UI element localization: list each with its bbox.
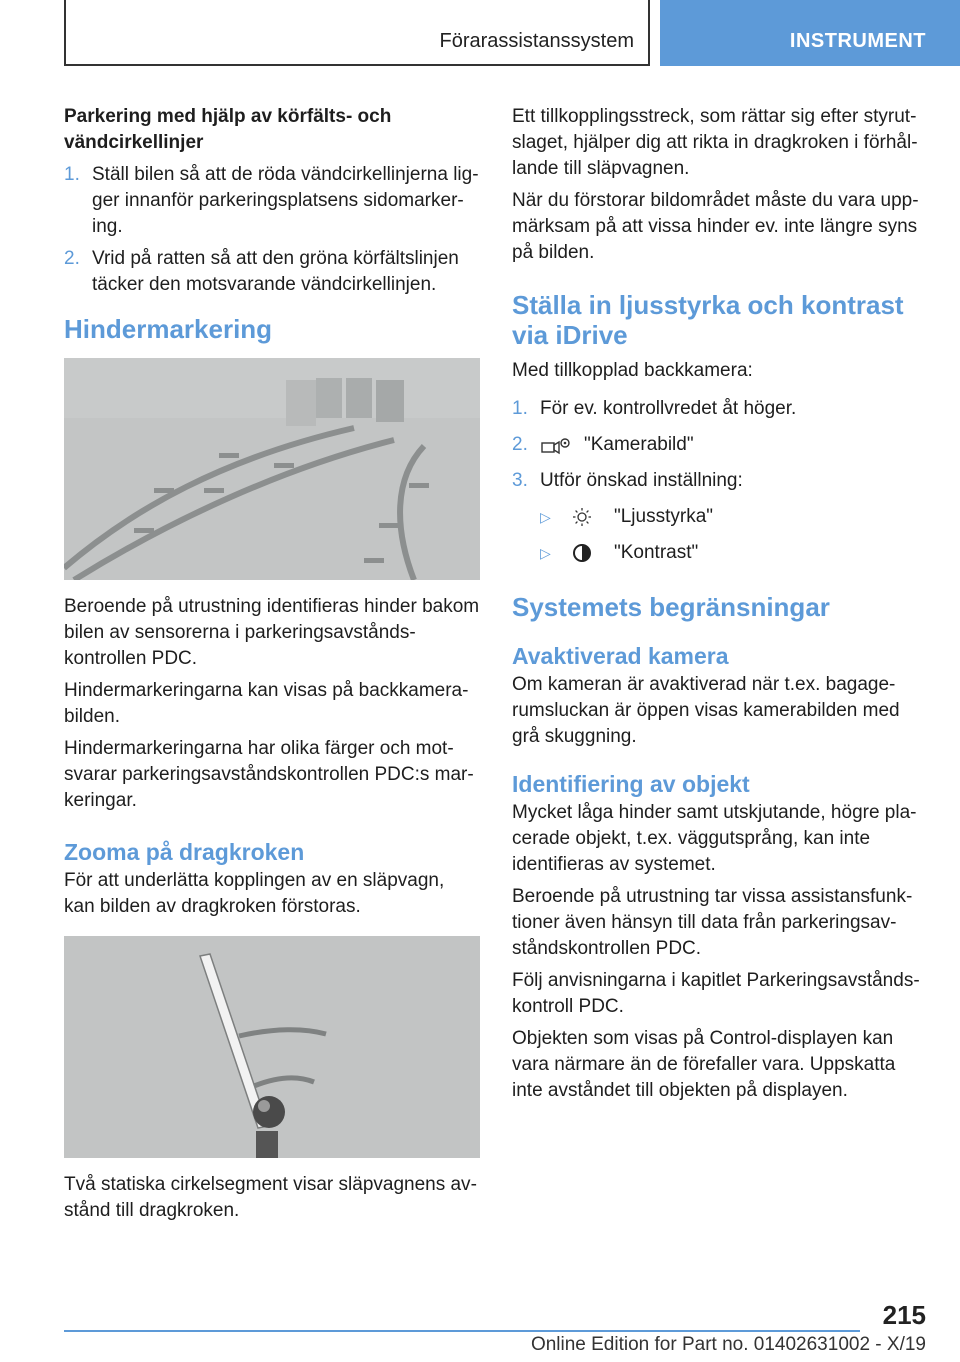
step-text: Ställ bilen så att de röda vändcirkellinjerna ligger innanför parkeringsplatsens sidomarkering. <box>92 164 479 237</box>
brightness-steps-list <box>512 396 926 494</box>
intro-paragraph: När du förstorar bildområdet måste du vara uppmärksam på att vissa hinder ev. inte längre syns på bilden. <box>512 190 919 263</box>
parking-steps-list <box>64 162 480 298</box>
step-number: 1. <box>64 164 80 185</box>
header-section-title: Förarassistanssystem <box>439 30 634 52</box>
header-chapter-tab <box>660 0 960 66</box>
footer-edition: Online Edition for Part no. 01402631002 - X/19 <box>530 1334 926 1355</box>
step-text: För ev. kontrollvredet åt höger. <box>540 398 797 419</box>
list-item <box>512 468 926 494</box>
camera-off-paragraph: Om kameran är avaktiverad när t.ex. bagagerumsluckan är öppen visas kamerabilden med grå skuggning. <box>512 674 900 747</box>
list-item <box>512 396 926 422</box>
tow-hitch-caption: Två statiska cirkelsegment visar släpvagnens avstånd till dragkroken. <box>64 1174 477 1221</box>
list-item <box>512 432 926 458</box>
step-text: Utför önskad inställning: <box>540 470 743 491</box>
heading-zoom-hitch: Zooma på dragkroken <box>64 839 305 865</box>
step-text: Vrid på ratten så att den gröna körfältslinjen täcker den motsvarande vändcirkellinjen. <box>92 248 459 295</box>
identify-paragraph: Objekten som visas på Control-displayen kan vara närmare än de förefaller vara. Uppskatta inte avståndet till objekten på displayen. <box>512 1028 896 1101</box>
list-item <box>64 162 480 240</box>
option-text: "Kontrast" <box>614 542 699 563</box>
left-column <box>64 104 480 1230</box>
footer-divider <box>64 1330 860 1332</box>
brightness-intro: Med tillkopplad backkamera: <box>512 360 753 381</box>
heading-object-identification: Identifiering av objekt <box>512 771 750 797</box>
zoom-paragraph: För att underlätta kopplingen av en släpvagn, kan bilden av dragkroken förstoras. <box>64 870 445 917</box>
header-section-tab <box>64 0 650 66</box>
heading-camera-deactivated: Avaktiverad kamera <box>512 643 729 669</box>
settings-options-list <box>540 504 926 566</box>
step-number: 2. <box>64 248 80 269</box>
subheading-parking-lines: Parkering med hjälp av körfälts- och vändcirkellinjer <box>64 106 392 153</box>
heading-system-limits: Systemets begränsningar <box>512 592 830 622</box>
obstacle-paragraph: Hindermarkeringarna kan visas på backkamerabilden. <box>64 680 469 727</box>
heading-obstacle-marking: Hindermarkering <box>64 314 273 344</box>
camera-settings-icon <box>540 434 574 456</box>
step-number: 1. <box>512 398 528 419</box>
list-item <box>540 540 926 566</box>
obstacle-paragraph: Beroende på utrustning identifieras hinder bakom bilen av sensorerna i parkeringsavståndskontrollen PDC. <box>64 596 480 669</box>
obstacle-marking-illustration <box>64 358 480 580</box>
heading-brightness-contrast: Ställa in ljusstyrka och kontrast via iDrive <box>512 290 904 350</box>
identify-paragraph: Beroende på utrustning tar vissa assistansfunktioner även hänsyn till data från parkeringsavståndskontrollen PDC. <box>512 886 913 959</box>
identify-paragraph: Mycket låga hinder samt utskjutande, högre placerade objekt, t.ex. väggutsprång, kan inte identifieras av systemet. <box>512 802 917 875</box>
page-number: 215 <box>882 1300 926 1330</box>
contrast-icon <box>570 542 604 564</box>
tow-hitch-illustration <box>64 936 480 1158</box>
header-chapter-title: INSTRUMENT <box>789 30 926 52</box>
option-text: "Ljusstyrka" <box>614 506 714 527</box>
identify-paragraph: Följ anvisningarna i kapitlet Parkeringsavståndskontroll PDC. <box>512 970 920 1017</box>
obstacle-paragraph: Hindermarkeringarna har olika färger och motsvarar parkeringsavståndskontrollen PDC:s markeringar. <box>64 738 474 811</box>
bullet-marker: ▷ <box>540 545 551 561</box>
list-item <box>64 246 480 298</box>
bullet-marker: ▷ <box>540 509 551 525</box>
step-text: "Kamerabild" <box>584 434 694 455</box>
list-item <box>540 504 926 530</box>
step-number: 2. <box>512 434 528 455</box>
figure-obstacle-marking <box>64 358 480 580</box>
brightness-icon <box>570 506 604 528</box>
step-number: 3. <box>512 470 528 491</box>
right-column <box>512 104 926 1110</box>
intro-paragraph: Ett tillkopplingsstreck, som rättar sig efter styrutslaget, hjälper dig att rikta in dragkroken i förhållande till släpvagnen. <box>512 106 918 179</box>
figure-tow-hitch <box>64 936 480 1158</box>
